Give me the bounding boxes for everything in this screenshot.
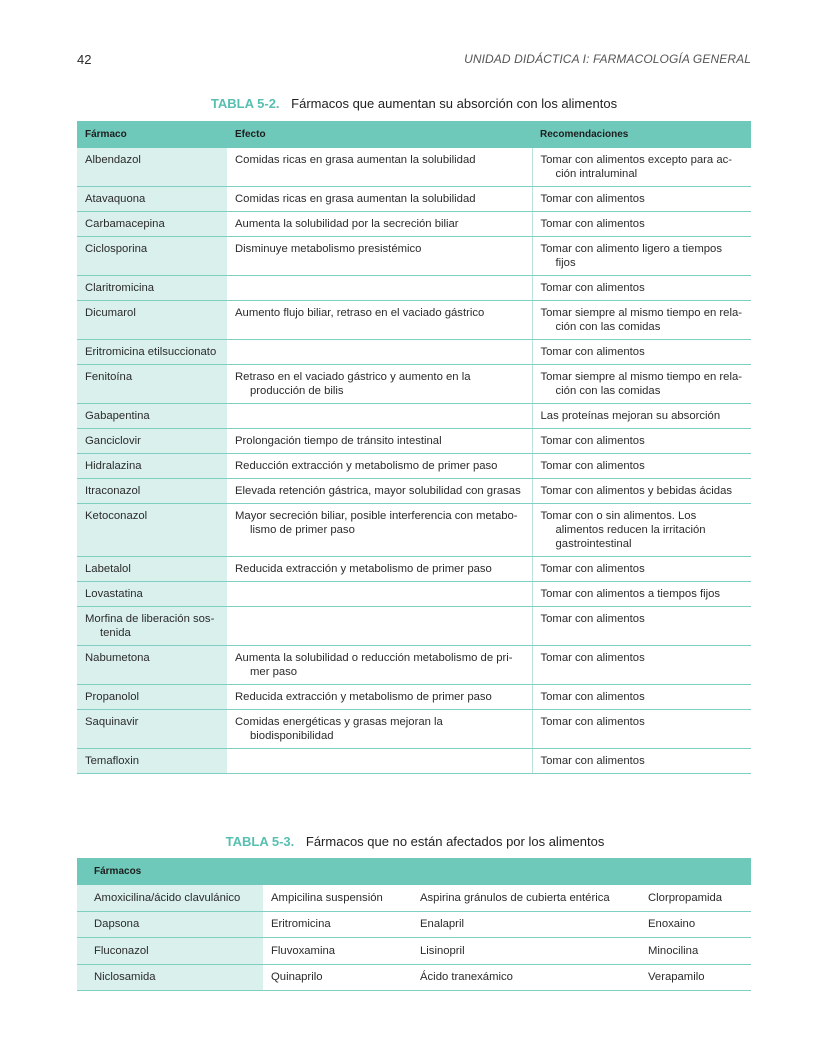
recommendation-cell-text: Tomar con o sin alimentos. Los alimentos reducen la irritación gastrointestinal xyxy=(540,510,706,550)
recommendation-cell xyxy=(532,429,751,454)
table-row xyxy=(77,504,751,557)
effect-cell-text: Aumenta la solubilidad por la secreción biliar xyxy=(235,218,459,230)
recommendation-cell-text: Tomar con alimentos xyxy=(540,346,645,358)
recommendation-cell xyxy=(532,404,751,429)
recommendation-cell-text: Tomar con alimentos xyxy=(540,563,645,575)
drug-cell xyxy=(77,340,227,365)
recommendation-cell xyxy=(532,607,751,646)
effect-cell xyxy=(227,301,532,340)
drug-cell-text: Ciclosporina xyxy=(85,243,148,255)
recommendation-cell-text: Tomar con alimentos xyxy=(540,691,645,703)
recommendation-cell xyxy=(532,301,751,340)
table-row xyxy=(77,301,751,340)
effect-cell-text: Reducida extracción y metabolismo de primer paso xyxy=(235,563,492,575)
drug-cell-text: Morfina de liberación sos-tenida xyxy=(85,613,215,639)
recommendation-cell-text: Tomar siempre al mismo tiempo en rela-ción con las comidas xyxy=(540,307,743,333)
recommendation-cell xyxy=(532,340,751,365)
table-row xyxy=(77,646,751,685)
drug-cell xyxy=(77,187,227,212)
drug-cell xyxy=(77,710,227,749)
drug-cell: Minocilina xyxy=(640,938,751,965)
effect-cell xyxy=(227,557,532,582)
drug-cell xyxy=(77,276,227,301)
drug-cell xyxy=(77,237,227,276)
drug-cell xyxy=(77,582,227,607)
recommendation-cell-text: Tomar con alimentos xyxy=(540,218,645,230)
effect-cell xyxy=(227,582,532,607)
recommendation-cell-text: Tomar siempre al mismo tiempo en rela-ción con las comidas xyxy=(540,371,743,397)
running-head: UNIDAD DIDÁCTICA I: FARMACOLOGÍA GENERAL xyxy=(464,52,751,66)
column-header-effect: Efecto xyxy=(227,121,532,148)
table1-caption-number: TABLA 5-2. xyxy=(210,96,280,111)
drug-cell-text: Propanolol xyxy=(85,691,140,703)
table2-caption-number: TABLA 5-3. xyxy=(225,834,295,849)
table-row xyxy=(77,885,751,911)
drug-cell-text: Itraconazol xyxy=(85,485,141,497)
recommendation-cell xyxy=(532,582,751,607)
drug-cell-text: Gabapentina xyxy=(85,410,150,422)
effect-cell-text: Prolongación tiempo de tránsito intestinal xyxy=(235,435,442,447)
table-row xyxy=(77,237,751,276)
table-row xyxy=(77,148,751,187)
drug-cell xyxy=(77,404,227,429)
effect-cell-text: Comidas ricas en grasa aumentan la solubilidad xyxy=(235,193,476,205)
effect-cell xyxy=(227,749,532,774)
recommendation-cell-text: Tomar con alimentos a tiempos fijos xyxy=(540,588,721,600)
drug-cell-text: Lovastatina xyxy=(85,588,143,600)
unaffected-drugs-table xyxy=(77,858,751,991)
effect-cell-text: Comidas ricas en grasa aumentan la solubilidad xyxy=(235,154,476,166)
drug-cell: Enoxaino xyxy=(640,911,751,938)
drug-cell-text: Nabumetona xyxy=(85,652,150,664)
drug-cell: Lisinopril xyxy=(412,938,640,965)
drug-cell xyxy=(77,301,227,340)
drug-cell xyxy=(77,429,227,454)
effect-cell xyxy=(227,646,532,685)
effect-cell xyxy=(227,365,532,404)
drug-cell: Fluconazol xyxy=(77,938,263,965)
recommendation-cell xyxy=(532,187,751,212)
effect-cell-text: Comidas energéticas y grasas mejoran la biodisponibilidad xyxy=(235,716,443,742)
drug-cell-text: Saquinavir xyxy=(85,716,139,728)
effect-cell xyxy=(227,276,532,301)
recommendation-cell-text: Tomar con alimentos xyxy=(540,193,645,205)
recommendation-cell-text: Tomar con alimentos xyxy=(540,282,645,294)
drug-cell xyxy=(77,365,227,404)
table-row xyxy=(77,911,751,938)
recommendation-cell xyxy=(532,646,751,685)
drug-cell: Aspirina gránulos de cubierta entérica xyxy=(412,885,640,911)
drug-cell: Verapamilo xyxy=(640,964,751,991)
drug-cell-text: Atavaquona xyxy=(85,193,146,205)
drug-cell xyxy=(77,646,227,685)
effect-cell xyxy=(227,504,532,557)
table-row xyxy=(77,365,751,404)
drug-cell-text: Temafloxin xyxy=(85,755,139,767)
drug-cell-text: Eritromicina etilsuccionato xyxy=(85,346,217,358)
drug-cell-text: Carbamacepina xyxy=(85,218,165,230)
column-header-drugs: Fármacos xyxy=(77,858,751,885)
drug-cell: Niclosamida xyxy=(77,964,263,991)
drug-cell: Clorpropamida xyxy=(640,885,751,911)
effect-cell-text: Aumenta la solubilidad o reducción metabolismo de pri-mer paso xyxy=(235,652,513,678)
drug-cell-text: Dicumarol xyxy=(85,307,136,319)
drug-cell-text: Fenitoína xyxy=(85,371,133,383)
recommendation-cell-text: Tomar con alimentos xyxy=(540,755,645,767)
drug-cell xyxy=(77,148,227,187)
effect-cell xyxy=(227,607,532,646)
drug-cell: Fluvoxamina xyxy=(263,938,412,965)
table2-caption xyxy=(78,834,752,849)
drug-cell xyxy=(77,749,227,774)
effect-cell xyxy=(227,340,532,365)
recommendation-cell-text: Tomar con alimentos xyxy=(540,716,645,728)
table-row xyxy=(77,710,751,749)
effect-cell xyxy=(227,479,532,504)
recommendation-cell-text: Las proteínas mejoran su absorción xyxy=(540,410,721,422)
effect-cell xyxy=(227,212,532,237)
table-row xyxy=(77,964,751,991)
absorption-table xyxy=(77,121,751,774)
recommendation-cell xyxy=(532,276,751,301)
effect-cell-text: Aumento flujo biliar, retraso en el vaciado gástrico xyxy=(235,307,485,319)
recommendation-cell-text: Tomar con alimentos xyxy=(540,652,645,664)
recommendation-cell xyxy=(532,237,751,276)
drug-cell: Dapsona xyxy=(77,911,263,938)
drug-cell: Enalapril xyxy=(412,911,640,938)
effect-cell-text: Mayor secreción biliar, posible interferencia con metabo-lismo de primer paso xyxy=(235,510,518,536)
table-row xyxy=(77,212,751,237)
recommendation-cell xyxy=(532,710,751,749)
table-row xyxy=(77,685,751,710)
effect-cell xyxy=(227,429,532,454)
drug-cell: Amoxicilina/ácido clavulánico xyxy=(77,885,263,911)
table-row xyxy=(77,607,751,646)
drug-cell: Ácido tranexámico xyxy=(412,964,640,991)
page-number: 42 xyxy=(77,52,92,67)
drug-cell-text: Ketoconazol xyxy=(85,510,148,522)
recommendation-cell-text: Tomar con alimentos excepto para ac-ción intraluminal xyxy=(540,154,733,180)
drug-cell: Ampicilina suspensión xyxy=(263,885,412,911)
drug-cell xyxy=(77,504,227,557)
table-row xyxy=(77,429,751,454)
recommendation-cell-text: Tomar con alimentos y bebidas ácidas xyxy=(540,485,733,497)
drug-cell: Eritromicina xyxy=(263,911,412,938)
recommendation-cell xyxy=(532,365,751,404)
table-row xyxy=(77,404,751,429)
drug-cell: Quinaprilo xyxy=(263,964,412,991)
drug-cell-text: Claritromicina xyxy=(85,282,155,294)
effect-cell-text: Reducida extracción y metabolismo de primer paso xyxy=(235,691,492,703)
recommendation-cell xyxy=(532,749,751,774)
recommendation-cell-text: Tomar con alimento ligero a tiempos fijos xyxy=(540,243,722,269)
drug-cell xyxy=(77,607,227,646)
column-header-drug: Fármaco xyxy=(77,121,227,148)
table-row xyxy=(77,276,751,301)
effect-cell-text: Reducción extracción y metabolismo de primer paso xyxy=(235,460,498,472)
drug-cell xyxy=(77,685,227,710)
recommendation-cell-text: Tomar con alimentos xyxy=(540,460,645,472)
effect-cell-text: Retraso en el vaciado gástrico y aumento en la producción de bilis xyxy=(235,371,471,397)
recommendation-cell xyxy=(532,557,751,582)
drug-cell-text: Hidralazina xyxy=(85,460,142,472)
table2-caption-title: Fármacos que no están afectados por los alimentos xyxy=(305,834,605,849)
recommendation-cell xyxy=(532,504,751,557)
effect-cell xyxy=(227,404,532,429)
table-row xyxy=(77,557,751,582)
table-row xyxy=(77,187,751,212)
table1-caption-title: Fármacos que aumentan su absorción con los alimentos xyxy=(291,96,618,111)
table1-caption xyxy=(77,96,751,111)
recommendation-cell xyxy=(532,685,751,710)
recommendation-cell xyxy=(532,148,751,187)
effect-cell xyxy=(227,148,532,187)
recommendation-cell xyxy=(532,454,751,479)
recommendation-cell-text: Tomar con alimentos xyxy=(540,435,645,447)
recommendation-cell xyxy=(532,479,751,504)
recommendation-cell xyxy=(532,212,751,237)
drug-cell xyxy=(77,454,227,479)
drug-cell-text: Labetalol xyxy=(85,563,131,575)
drug-cell-text: Albendazol xyxy=(85,154,141,166)
drug-cell xyxy=(77,212,227,237)
table-row xyxy=(77,454,751,479)
effect-cell xyxy=(227,454,532,479)
table-row xyxy=(77,479,751,504)
table-row xyxy=(77,582,751,607)
table-row xyxy=(77,749,751,774)
effect-cell xyxy=(227,710,532,749)
table-header-row xyxy=(77,858,751,885)
effect-cell xyxy=(227,187,532,212)
column-header-recommendations: Recomendaciones xyxy=(532,121,751,148)
effect-cell-text: Elevada retención gástrica, mayor solubilidad con grasas xyxy=(235,485,521,497)
drug-cell xyxy=(77,557,227,582)
drug-cell xyxy=(77,479,227,504)
recommendation-cell-text: Tomar con alimentos xyxy=(540,613,645,625)
effect-cell-text: Disminuye metabolismo presistémico xyxy=(235,243,422,255)
effect-cell xyxy=(227,237,532,276)
effect-cell xyxy=(227,685,532,710)
table-row xyxy=(77,938,751,965)
table-row xyxy=(77,340,751,365)
drug-cell-text: Ganciclovir xyxy=(85,435,141,447)
table-header-row xyxy=(77,121,751,148)
